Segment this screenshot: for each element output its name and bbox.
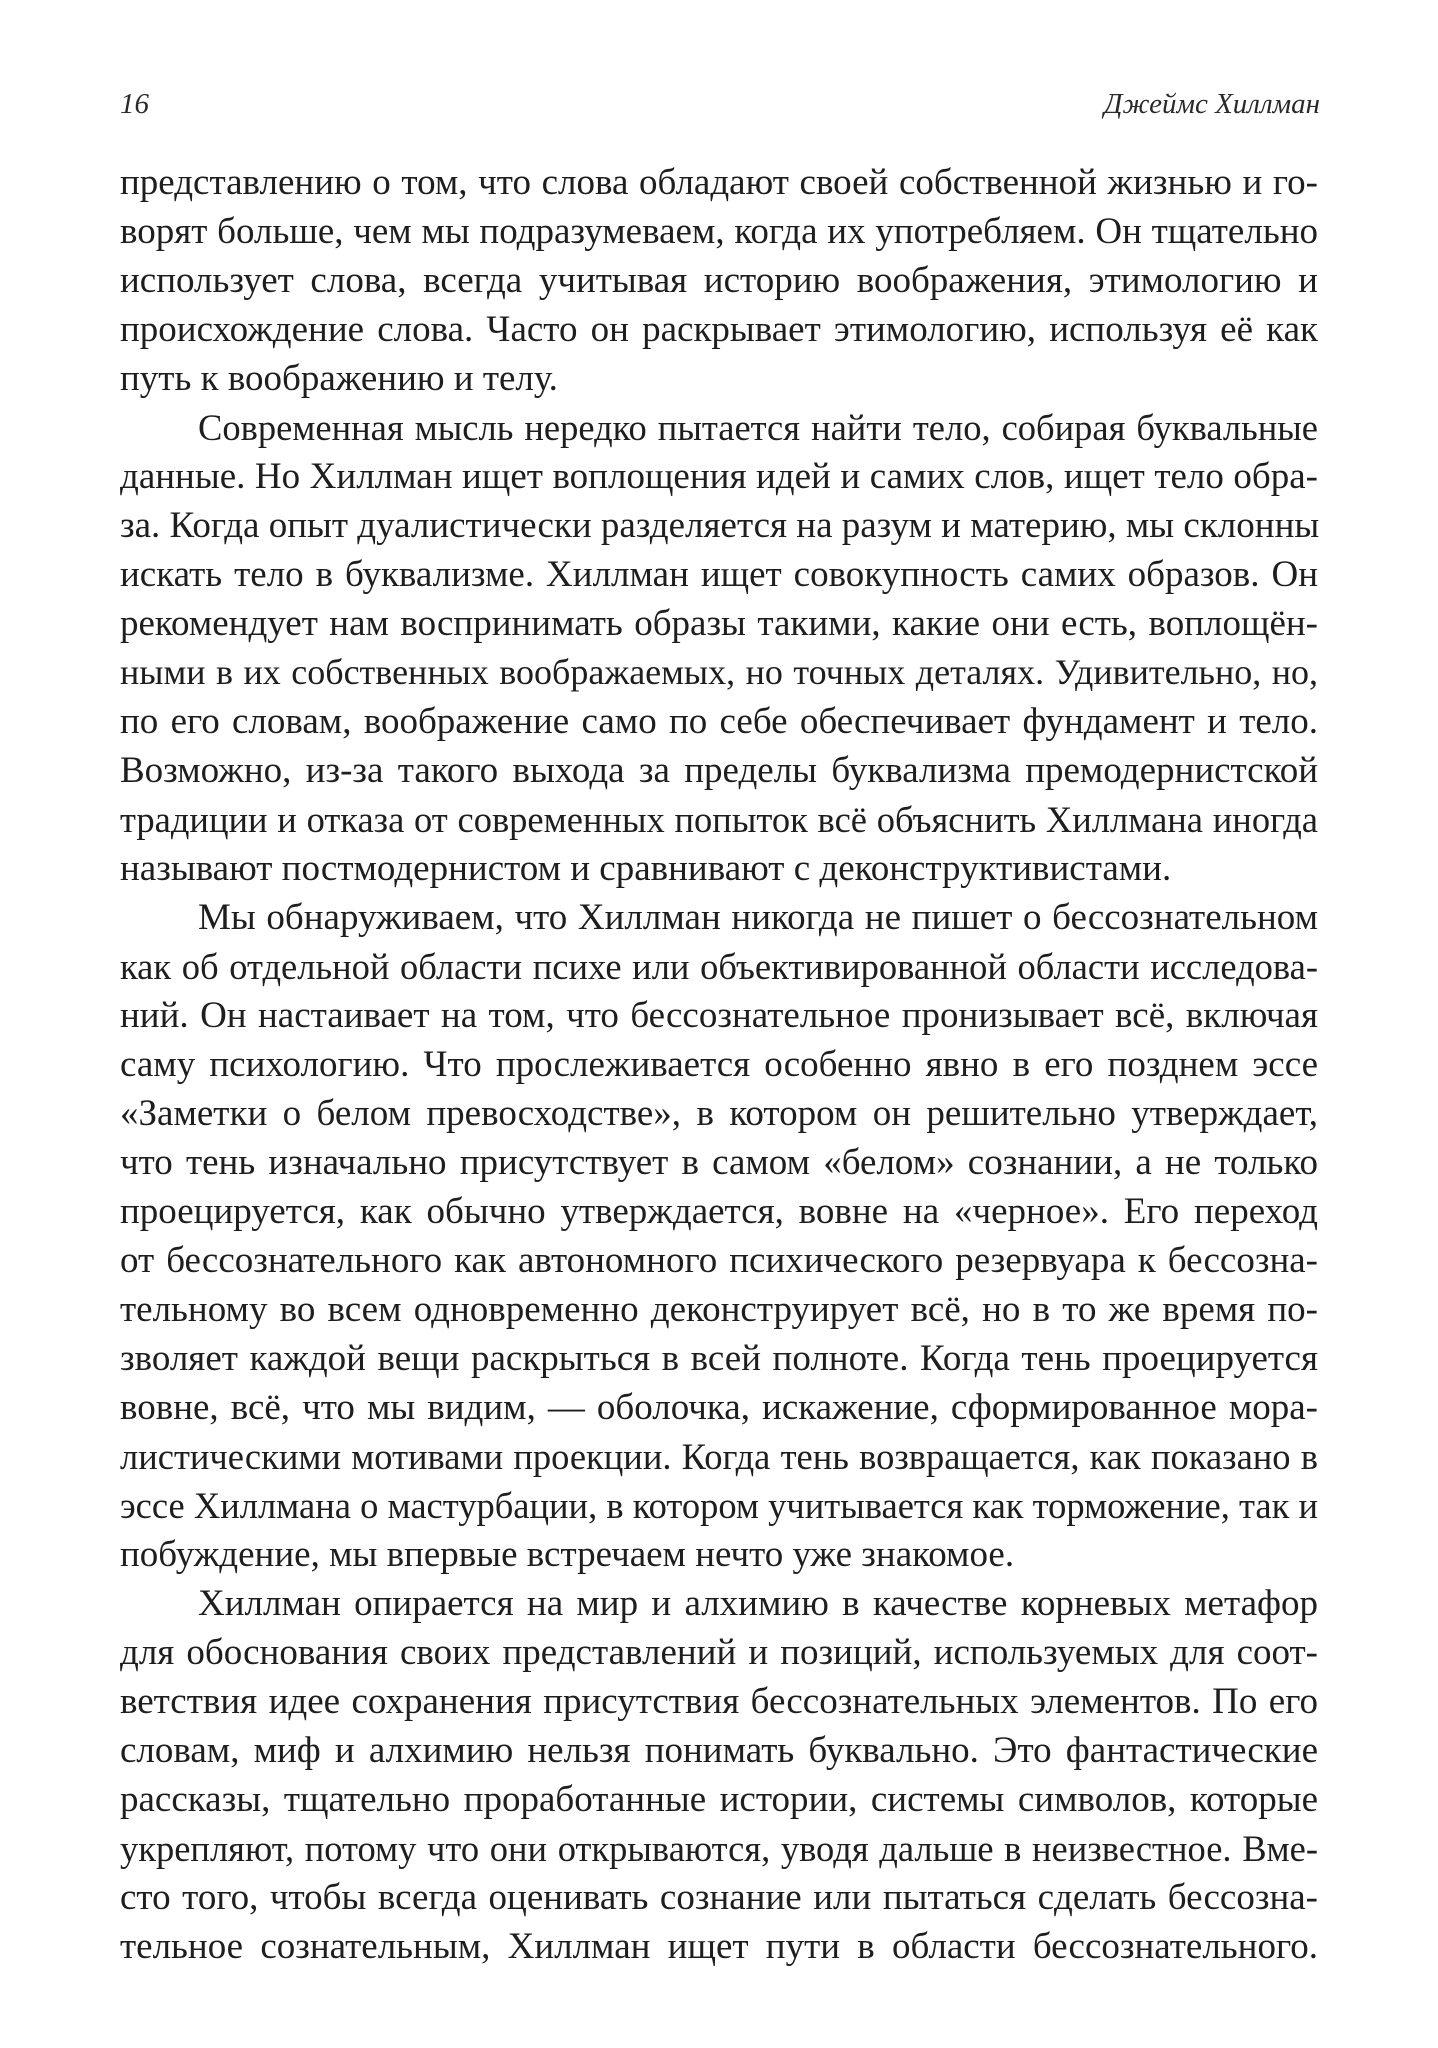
text-line: представлению о том, что слова обладают своей собственной жизнью и го- <box>120 162 1318 203</box>
text-line: ворят больше, чем мы подразумеваем, когда их употребляем. Он тщательно <box>120 211 1318 252</box>
text-line: вовне, всё, что мы видим, — оболочка, искажение, сформированное мора- <box>120 1387 1318 1428</box>
text-line: данные. Но Хиллман ищет воплощения идей и самих слов, ищет тело обра- <box>120 456 1318 497</box>
text-line: Мы обнаруживаем, что Хиллман никогда не пишет о бессознательном <box>198 897 1318 938</box>
text-line: Возможно, из-за такого выхода за пределы буквализма премодернистской <box>120 750 1318 791</box>
paragraph-4 <box>120 1579 1318 1971</box>
text-line: саму психологию. Что прослеживается особенно явно в его позднем эссе <box>120 1044 1318 1085</box>
text-line: ний. Он настаивает на том, что бессознательное пронизывает всё, включая <box>120 995 1318 1036</box>
text-line: использует слова, всегда учитывая историю воображения, этимологию и <box>120 260 1318 301</box>
text-line: ными в их собственных воображаемых, но точных деталях. Удивительно, но, <box>120 652 1318 692</box>
text-line: эссе Хиллмана о мастурбации, в котором учитывается как торможение, так и <box>120 1485 1318 1526</box>
paragraph-1 <box>120 158 1318 403</box>
text-line: Хиллман опирается на мир и алхимию в качестве корневых метафор <box>198 1583 1318 1624</box>
paragraph-2 <box>120 403 1318 893</box>
text-line: по его словам, воображение само по себе обеспечивает фундамент и тело. <box>120 701 1318 742</box>
page-number: 16 <box>120 88 149 120</box>
text-line: «Заметки о белом превосходстве», в котором он решительно утверждает, <box>120 1093 1318 1134</box>
text-line: листическими мотивами проекции. Когда тень возвращается, как показано в <box>120 1436 1318 1477</box>
text-line: Современная мысль нередко пытается найти тело, собирая буквальные <box>198 407 1318 448</box>
text-line: тельное сознательным, Хиллман ищет пути в области бессознательного. <box>120 1926 1318 1967</box>
running-head <box>120 88 1320 128</box>
running-title: Джеймс Хиллман <box>1104 88 1320 120</box>
text-line: рекомендует нам воспринимать образы такими, какие они есть, воплощён- <box>120 603 1318 644</box>
text-line: за. Когда опыт дуалистически разделяется на разум и материю, мы склонны <box>120 505 1320 546</box>
text-line: побуждение, мы впервые встречаем нечто уже знакомое. <box>120 1534 1015 1575</box>
text-line: традиции и отказа от современных попыток всё объяснить Хиллмана иногда <box>120 799 1318 840</box>
text-line: рассказы, тщательно проработанные истории, системы символов, которые <box>120 1779 1318 1820</box>
text-line: ветствия идее сохранения присутствия бессознательных элементов. По его <box>120 1681 1318 1722</box>
text-line: словам, миф и алхимию нельзя понимать буквально. Это фантастические <box>120 1730 1318 1771</box>
text-line: сто того, чтобы всегда оценивать сознание или пытаться сделать бессозна- <box>120 1877 1318 1918</box>
body-text <box>120 158 1318 1971</box>
paragraph-3 <box>120 893 1318 1579</box>
text-line: от бессознательного как автономного психического резервуара к бессозна- <box>120 1240 1318 1281</box>
text-line: зволяет каждой вещи раскрыться в всей полноте. Когда тень проецируется <box>120 1338 1318 1379</box>
text-line: что тень изначально присутствует в самом «белом» сознании, а не только <box>120 1142 1318 1183</box>
text-line: искать тело в буквализме. Хиллман ищет совокупность самих образов. Он <box>120 554 1318 595</box>
text-line: как об отдельной области психе или объективированной области исследова- <box>120 946 1318 987</box>
text-line: проецируется, как обычно утверждается, вовне на «черное». Его переход <box>120 1191 1318 1232</box>
text-line: происхождение слова. Часто он раскрывает этимологию, используя её как <box>120 309 1318 350</box>
text-line: для обоснования своих представлений и позиций, используемых для соот- <box>120 1632 1318 1673</box>
text-line: называют постмодернистом и сравнивают с деконструктивистами. <box>120 848 1172 889</box>
text-line: укрепляют, потому что они открываются, уводя дальше в неизвестное. Вме- <box>120 1828 1318 1869</box>
text-line: путь к воображению и телу. <box>120 358 558 399</box>
text-line: тельному во всем одновременно деконструирует всё, но в то же время по- <box>120 1289 1318 1330</box>
